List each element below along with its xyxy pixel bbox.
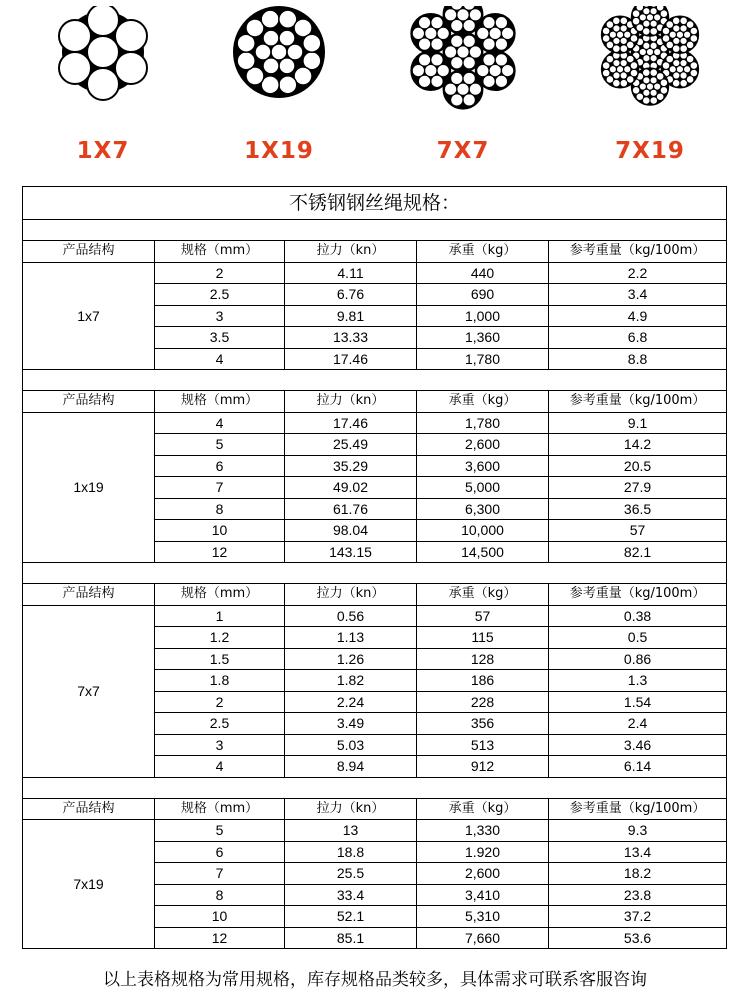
group-gap-row [23,370,727,391]
table-cell: 3.46 [549,734,727,756]
spec-table [22,186,727,949]
table-cell: 128 [417,648,549,670]
diagram-label: 1X19 [244,138,314,164]
table-cell: 186 [417,670,549,692]
table-cell: 25.49 [285,434,417,456]
table-cell: 6.76 [285,284,417,306]
table-cell: 14,500 [417,541,549,563]
table-cell: 2,600 [417,434,549,456]
table-cell: 3,600 [417,455,549,477]
table-cell: 1.82 [285,670,417,692]
table-cell: 690 [417,284,549,306]
table-cell: 6 [155,455,285,477]
table-cell: 1.5 [155,648,285,670]
column-header: 产品结构 [23,241,155,263]
table-cell: 13.4 [549,841,727,863]
column-header: 拉力（kn） [285,241,417,263]
diagram-7x19 [585,6,715,176]
table-cell: 3.49 [285,713,417,735]
header-row [23,241,727,263]
column-header: 产品结构 [23,391,155,413]
table-cell: 4.9 [549,305,727,327]
table-cell: 1.2 [155,627,285,649]
column-header: 规格（mm） [155,584,285,606]
table-cell: 7 [155,863,285,885]
structure-cell: 1x19 [23,412,155,563]
table-cell: 2.5 [155,284,285,306]
table-cell: 1,330 [417,820,549,842]
rope-1x7-icon [38,6,168,126]
table-cell: 7,660 [417,927,549,949]
table-cell: 1,780 [417,348,549,370]
table-cell: 35.29 [285,455,417,477]
table-cell: 6.14 [549,756,727,778]
column-header: 参考重量（kg/100m） [549,241,727,263]
column-header: 拉力（kn） [285,584,417,606]
table-cell: 7 [155,477,285,499]
table-cell: 4 [155,756,285,778]
column-header: 参考重量（kg/100m） [549,391,727,413]
structure-cell: 7x7 [23,605,155,777]
table-cell: 115 [417,627,549,649]
table-cell: 5 [155,820,285,842]
table-cell: 3.5 [155,327,285,349]
table-cell: 85.1 [285,927,417,949]
table-cell: 8.8 [549,348,727,370]
gap-cell [23,777,727,798]
column-header: 规格（mm） [155,798,285,820]
table-cell: 12 [155,541,285,563]
table-cell: 356 [417,713,549,735]
table-cell: 6,300 [417,498,549,520]
table-cell: 12 [155,927,285,949]
table-cell: 36.5 [549,498,727,520]
table-cell: 5,000 [417,477,549,499]
table-cell: 1,000 [417,305,549,327]
table-cell: 27.9 [549,477,727,499]
table-row [23,605,727,627]
table-cell: 4 [155,412,285,434]
table-cell: 1.54 [549,691,727,713]
table-cell: 18.8 [285,841,417,863]
column-header: 产品结构 [23,584,155,606]
table-cell: 228 [417,691,549,713]
table-cell: 3.4 [549,284,727,306]
table-row [23,262,727,284]
table-cell: 0.56 [285,605,417,627]
table-cell: 1.8 [155,670,285,692]
table-cell: 1,360 [417,327,549,349]
table-cell: 2 [155,691,285,713]
table-cell: 33.4 [285,884,417,906]
table-cell: 9.1 [549,412,727,434]
table-cell: 143.15 [285,541,417,563]
table-cell: 98.04 [285,520,417,542]
table-cell: 13.33 [285,327,417,349]
rope-diagrams-row [0,0,750,178]
table-cell: 37.2 [549,906,727,928]
table-cell: 0.38 [549,605,727,627]
table-cell: 440 [417,262,549,284]
table-cell: 1,780 [417,412,549,434]
table-cell: 49.02 [285,477,417,499]
diagram-label: 7X19 [615,138,685,164]
structure-cell: 1x7 [23,262,155,370]
table-cell: 0.5 [549,627,727,649]
gap-cell [23,220,727,241]
header-row [23,798,727,820]
table-cell: 1.920 [417,841,549,863]
diagram-1x19 [214,6,344,176]
table-cell: 17.46 [285,348,417,370]
rope-7x19-icon [585,6,715,126]
table-title: 不锈钢钢丝绳规格： [23,187,727,220]
table-cell: 4.11 [285,262,417,284]
table-cell: 13 [285,820,417,842]
table-cell: 23.8 [549,884,727,906]
table-cell: 1.26 [285,648,417,670]
column-header: 承重（kg） [417,391,549,413]
diagram-1x7 [38,6,168,176]
table-title-row [23,187,727,220]
table-cell: 8.94 [285,756,417,778]
column-header: 参考重量（kg/100m） [549,584,727,606]
table-cell: 8 [155,498,285,520]
column-header: 参考重量（kg/100m） [549,798,727,820]
column-header: 拉力（kn） [285,391,417,413]
gap-cell [23,370,727,391]
table-cell: 25.5 [285,863,417,885]
table-cell: 8 [155,884,285,906]
structure-cell: 7x19 [23,820,155,949]
group-gap-row [23,563,727,584]
header-row [23,391,727,413]
table-cell: 10 [155,906,285,928]
column-header: 规格（mm） [155,241,285,263]
table-cell: 57 [549,520,727,542]
table-cell: 82.1 [549,541,727,563]
table-row [23,412,727,434]
table-cell: 20.5 [549,455,727,477]
group-gap-row [23,777,727,798]
table-cell: 17.46 [285,412,417,434]
table-cell: 6.8 [549,327,727,349]
rope-7x7-icon [398,6,528,126]
table-cell: 57 [417,605,549,627]
table-cell: 5.03 [285,734,417,756]
group-gap-row [23,220,727,241]
table-cell: 52.1 [285,906,417,928]
table-cell: 2.5 [155,713,285,735]
column-header: 承重（kg） [417,241,549,263]
table-cell: 3 [155,305,285,327]
table-cell: 6 [155,841,285,863]
table-cell: 2.4 [549,713,727,735]
table-cell: 53.6 [549,927,727,949]
table-row [23,820,727,842]
footer-note: 以上表格规格为常用规格，库存规格品类较多，具体需求可联系客服咨询 [103,970,647,990]
gap-cell [23,563,727,584]
table-cell: 3 [155,734,285,756]
diagram-label: 1X7 [76,138,130,164]
column-header: 承重（kg） [417,584,549,606]
table-cell: 9.3 [549,820,727,842]
table-cell: 0.86 [549,648,727,670]
table-cell: 4 [155,348,285,370]
table-cell: 14.2 [549,434,727,456]
table-cell: 1.3 [549,670,727,692]
column-header: 拉力（kn） [285,798,417,820]
diagram-label: 7X7 [436,138,490,164]
table-cell: 912 [417,756,549,778]
table-cell: 1.13 [285,627,417,649]
diagram-7x7 [398,6,528,176]
column-header: 产品结构 [23,798,155,820]
table-cell: 18.2 [549,863,727,885]
table-cell: 61.76 [285,498,417,520]
table-cell: 2,600 [417,863,549,885]
table-cell: 2 [155,262,285,284]
table-cell: 2.24 [285,691,417,713]
header-row [23,584,727,606]
table-cell: 3,410 [417,884,549,906]
table-cell: 10 [155,520,285,542]
table-cell: 2.2 [549,262,727,284]
table-cell: 1 [155,605,285,627]
rope-1x19-icon [214,6,344,126]
table-cell: 10,000 [417,520,549,542]
table-cell: 513 [417,734,549,756]
column-header: 承重（kg） [417,798,549,820]
table-cell: 5 [155,434,285,456]
table-cell: 5,310 [417,906,549,928]
table-cell: 9.81 [285,305,417,327]
column-header: 规格（mm） [155,391,285,413]
